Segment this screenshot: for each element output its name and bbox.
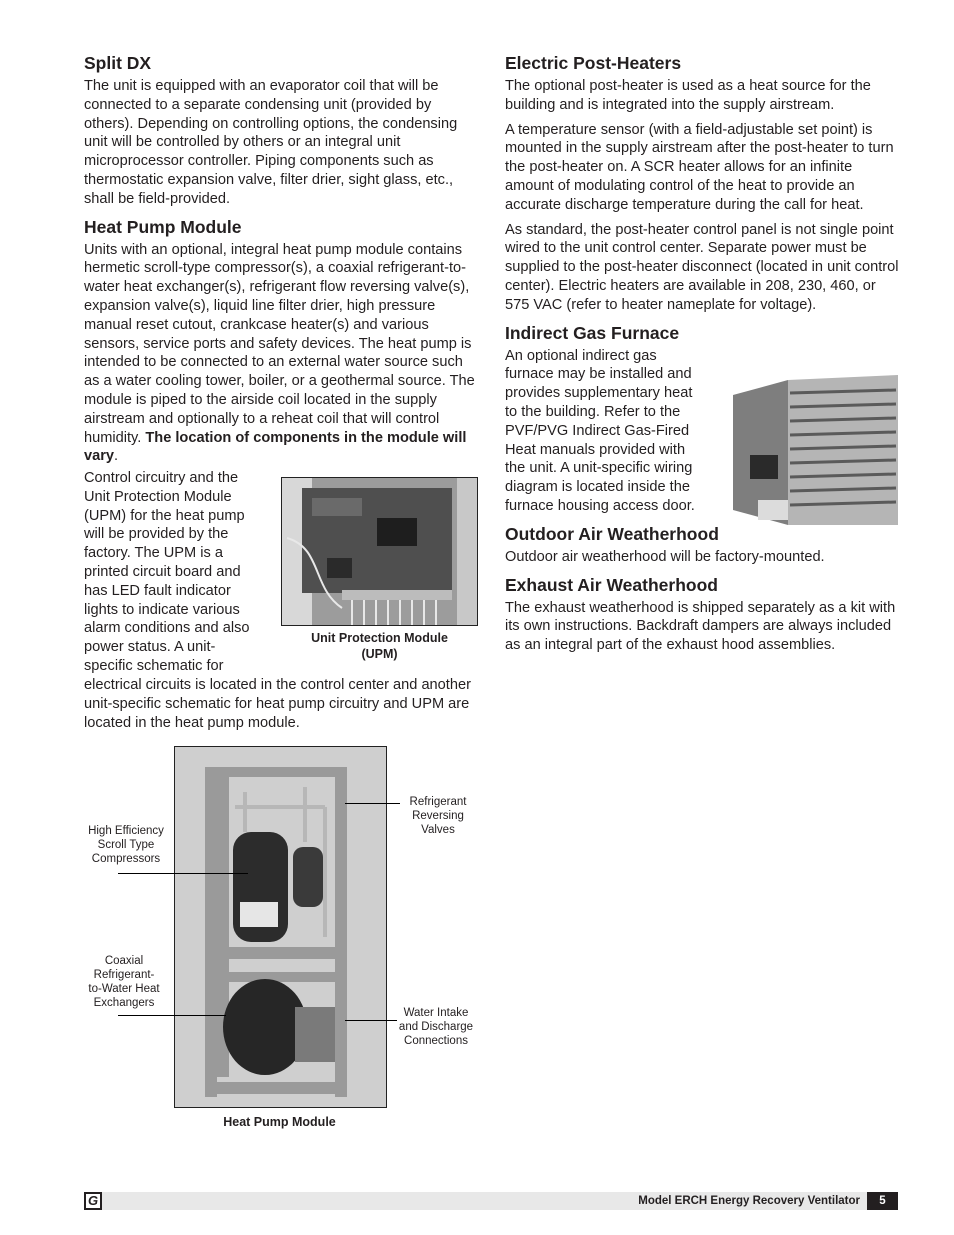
- left-column: [84, 53, 482, 472]
- upm-line: Unit Protection Module: [84, 488, 232, 505]
- arrow-valves: [345, 803, 400, 804]
- callout-water: Water Intake and Discharge Connections: [398, 1007, 474, 1047]
- upm-line: has LED fault indicator: [84, 582, 231, 599]
- upm-line: (UPM) for the heat pump: [84, 507, 245, 524]
- arrow-coaxial: [118, 1015, 226, 1016]
- upm-text-block: [84, 469, 274, 676]
- post-heaters-heading: Electric Post-Heaters: [505, 53, 682, 73]
- outdoor-text: Outdoor air weatherhood will be factory-mounted.: [505, 548, 825, 565]
- callout-coaxial: Coaxial Refrigerant- to-Water Heat Exchangers: [88, 955, 160, 1009]
- heat-pump-caption: Heat Pump Module: [223, 1115, 336, 1129]
- upm-photo: [281, 477, 478, 626]
- furnace-text: An optional indirect gas furnace may be installed and provides supplementary heat to the building. Refer to the PVF/PVG Indirect Gas-Fired Heat manuals provided with the unit. A unit-specific wiring diagram is located inside the furnace housing access door.: [505, 347, 695, 514]
- circuit-board-image: [282, 478, 477, 625]
- company-logo: G: [84, 1192, 102, 1210]
- upm-text-continued: electrical circuits is located in the control center and another unit-specific schematic for heat pump circuitry and UPM are located in the heat pump module.: [84, 677, 471, 731]
- arrow-compressors: [118, 873, 248, 874]
- furnace-heading: Indirect Gas Furnace: [505, 322, 680, 343]
- page-number: 5: [867, 1192, 898, 1210]
- upm-line: will be provided by the: [84, 526, 229, 543]
- post-heaters-p1: The optional post-heater is used as a heat source for the building and is integrated into the supply airstream.: [505, 78, 871, 113]
- post-heaters-p3: As standard, the post-heater control panel is not single point wired to the unit control center. Separate power must be supplied to the post-heater disconnect (located in unit control center). Electric heaters are available in 208, 230, 460, or 575 VAC (refer to heater nameplate for voltage).: [505, 221, 899, 313]
- split-dx-heading: Split DX: [84, 53, 152, 73]
- upm-line: factory. The UPM is a: [84, 545, 223, 562]
- furnace-photo: [728, 375, 898, 531]
- exhaust-heading: Exhaust Air Weatherhood: [505, 574, 718, 595]
- post-heaters-p2: A temperature sensor (with a field-adjustable set point) is mounted in the supply airstream after the post-heater to turn the post-heater on. A SCR heater allows for an infinite amount of modulating control of the heat to provide an accurate discharge temperature during the call for heat.: [505, 121, 894, 213]
- upm-line: specific schematic for: [84, 657, 224, 674]
- heat-pump-module-photo: [174, 746, 387, 1108]
- exhaust-text: The exhaust weatherhood is shipped separately as a kit with its own instructions. Backdraft dampers are always included as an integral part of the exhaust hood assemblies.: [505, 599, 896, 654]
- furnace-image: [728, 375, 898, 531]
- heat-pump-bold-note: The location of components in the module will vary: [84, 429, 467, 465]
- heat-pump-heading: Heat Pump Module: [84, 216, 242, 237]
- upm-caption: Unit Protection Module (UPM): [311, 631, 448, 661]
- upm-line: lights to indicate various: [84, 601, 240, 618]
- callout-valves: Refrigerant Reversing Valves: [409, 796, 467, 836]
- heat-pump-text: Units with an optional, integral heat pump module contains hermetic scroll-type compressor(s), a coaxial refrigerant-to-water heat exchanger(s), refrigerant flow reversing valve(s), expansion valve(s), liquid line filter drier, high pressure manual reset cutout, crankcase heater(s) and various sensors, service ports and safety devices. The heat pump is intended to be connected to an external water source such as a water cooling tower, boiler, or a geothermal source. The module is piped to the airside coil located in the supply airstream and optionally to a reheat coil that will control humidity. The location of components in the module will vary.: [84, 241, 475, 465]
- right-column: [505, 53, 900, 661]
- footer-title: Model ERCH Energy Recovery Ventilator: [638, 1195, 860, 1207]
- outdoor-heading: Outdoor Air Weatherhood: [505, 523, 719, 544]
- upm-line: power status. A unit-: [84, 639, 216, 656]
- callout-compressors: High Efficiency Scroll Type Compressors: [88, 825, 164, 865]
- upm-line: printed circuit board and: [84, 563, 241, 580]
- upm-line: alarm conditions and also: [84, 620, 250, 637]
- heat-pump-module-image: [175, 747, 386, 1107]
- split-dx-text: The unit is equipped with an evaporator coil that will be connected to a separate condensing unit (provided by others). Depending on controlling options, the condensing unit will be controlled by others or an integral unit microprocessor controller. Piping components such as thermostatic expansion valve, filter drier, sight glass, etc., shall be field-provided.: [84, 78, 458, 207]
- arrow-water: [345, 1020, 397, 1021]
- upm-line: Control circuitry and the: [84, 470, 239, 486]
